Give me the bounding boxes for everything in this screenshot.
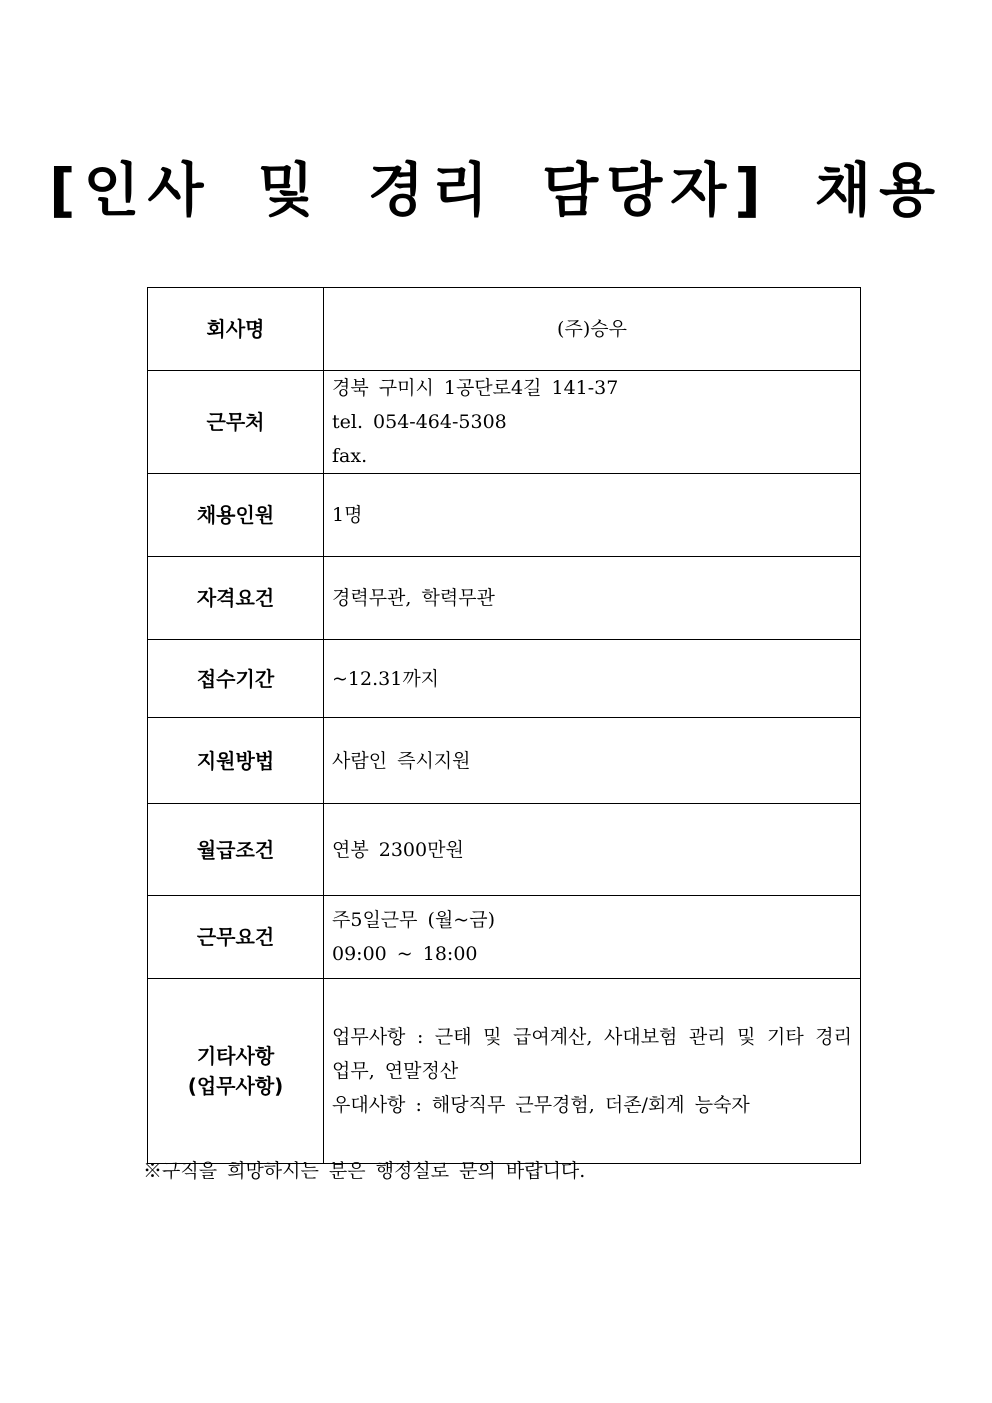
table-row-workplace: [148, 371, 861, 474]
row-label: 근무요건: [148, 896, 324, 979]
value-line: 09:00 ~ 18:00: [332, 943, 478, 965]
table-row-qualification: [148, 557, 861, 640]
table-row-headcount: [148, 474, 861, 557]
page-title: [인사 및 경리 담당자] 채용: [48, 156, 944, 224]
row-label: 채용인원: [148, 474, 324, 557]
row-value-workplace: [324, 371, 861, 474]
row-label: 근무처: [148, 371, 324, 474]
table-row-company: [148, 288, 861, 371]
row-value-hours: [324, 896, 861, 979]
table-row-other: [148, 979, 861, 1164]
row-label: 월급조건: [148, 804, 324, 896]
row-value-company: [324, 288, 861, 371]
value-line: 사람인 즉시지원: [332, 749, 471, 772]
value-line: fax.: [332, 445, 368, 467]
value-line: 경북 구미시 1공단로4길 141-37: [332, 377, 619, 399]
value-line: 경력무관, 학력무관: [332, 587, 495, 609]
value-line: 1명: [332, 504, 363, 526]
value-line: 업무사항 : 근태 및 급여계산, 사대보험 관리 및 기타 경리 업무, 연말정산: [332, 1026, 852, 1082]
row-label-line: (업무사항): [187, 1074, 284, 1098]
row-label: 회사명: [148, 288, 324, 371]
value-line: 우대사항 : 해당직무 근무경험, 더존/회계 능숙자: [332, 1094, 750, 1116]
row-value-apply-method: [324, 718, 861, 804]
value-line: ~12.31까지: [332, 667, 440, 690]
value-line: 주5일근무 (월~금): [332, 909, 495, 931]
row-value-headcount: [324, 474, 861, 557]
row-value-other: [324, 979, 861, 1164]
table-row-apply-method: [148, 718, 861, 804]
row-value-period: [324, 640, 861, 718]
row-label: 접수기간: [148, 640, 324, 718]
table-row-salary: [148, 804, 861, 896]
row-label-other: [148, 979, 324, 1164]
table-row-period: [148, 640, 861, 718]
row-label: 지원방법: [148, 718, 324, 804]
value-line: 연봉 2300만원: [332, 838, 464, 861]
value-line: tel. 054-464-5308: [332, 411, 507, 433]
row-label-line: 기타사항: [196, 1044, 275, 1068]
table-row-hours: [148, 896, 861, 979]
row-value-qualification: [324, 557, 861, 640]
row-value-salary: [324, 804, 861, 896]
footnote: ※구직을 희망하시는 분은 행정실로 문의 바랍니다.: [143, 1160, 586, 1182]
value-line: (주)승우: [557, 318, 627, 340]
row-label: 자격요건: [148, 557, 324, 640]
job-info-table: [147, 287, 861, 1164]
